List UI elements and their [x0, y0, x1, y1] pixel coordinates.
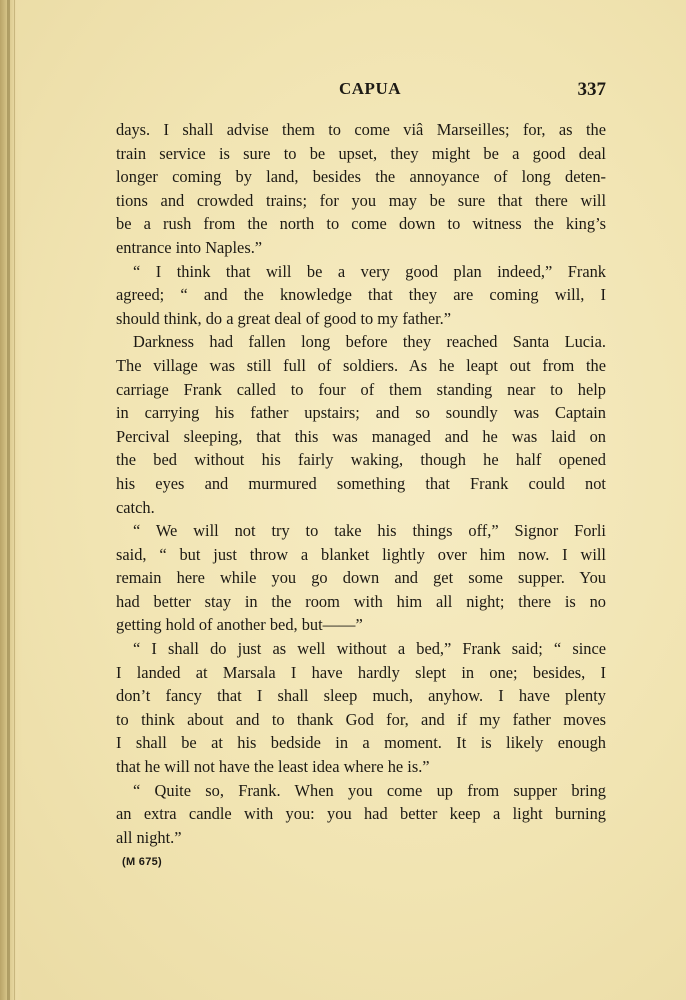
text-line: entrance into Naples.” — [116, 237, 263, 257]
text-line: train service is sure to be upset, they might be a good deal — [116, 143, 606, 163]
text-line: all night.” — [116, 827, 182, 847]
page-number: 337 — [577, 79, 606, 100]
text-line: should think, do a great deal of good to my father.” — [116, 308, 452, 328]
text-line: his eyes and murmured something that Frank could not — [116, 473, 606, 493]
text-line: Darkness had fallen long before they reached Santa Lucia. — [133, 332, 606, 352]
text-line: days. I shall advise them to come viâ Marseilles; for, as the — [116, 120, 606, 139]
text-line: “ I shall do just as well without a bed,” Frank said; “ since — [133, 639, 606, 659]
body-text — [116, 118, 606, 849]
text-line: don’t fancy that I shall sleep much, anyhow. I have plenty — [116, 686, 606, 706]
text-line: an extra candle with you: you had better keep a light burning — [116, 804, 606, 824]
text-line: said, “ but just throw a blanket lightly over him now. I will — [116, 544, 606, 564]
text-line: getting hold of another bed, but——” — [116, 615, 363, 635]
binding-shadow — [0, 0, 22, 1000]
text-line: remain here while you go down and get some supper. You — [116, 568, 606, 588]
text-line: the bed without his fairly waking, though he half opened — [116, 450, 606, 470]
text-line: Percival sleeping, that this was managed and he was laid on — [116, 426, 606, 446]
text-line: longer coming by land, besides the annoyance of long deten- — [116, 167, 606, 187]
text-line: “ Quite so, Frank. When you come up from supper bring — [133, 780, 606, 800]
text-line: be a rush from the north to come down to witness the king’s — [116, 214, 606, 234]
text-line: to think about and to thank God for, and if my father moves — [116, 709, 606, 729]
text-line: catch. — [116, 497, 155, 517]
text-line: in carrying his father upstairs; and so soundly was Captain — [116, 403, 606, 423]
text-line: I landed at Marsala I have hardly slept in one; besides, I — [116, 662, 606, 682]
text-line: “ I think that will be a very good plan indeed,” Frank — [133, 261, 606, 281]
text-line: The village was still full of soldiers. As he leapt out from the — [116, 355, 606, 375]
binding-edge-inner — [14, 0, 15, 1000]
text-line: that he will not have the least idea where he is.” — [116, 757, 430, 777]
binding-edge — [7, 0, 10, 1000]
text-line: I shall be at his bedside in a moment. It is likely enough — [116, 733, 606, 753]
text-line: agreed; “ and the knowledge that they are coming will, I — [116, 285, 606, 305]
text-line: had better stay in the room with him all night; there is no — [116, 591, 606, 611]
text-line: tions and crowded trains; for you may be sure that there will — [116, 190, 606, 210]
signature-mark: (M 675) — [122, 856, 162, 868]
running-title: CAPUA — [339, 79, 401, 98]
text-line: carriage Frank called to four of them standing near to help — [116, 379, 606, 399]
running-head — [116, 79, 606, 103]
text-line: “ We will not try to take his things off,” Signor Forli — [133, 521, 606, 541]
